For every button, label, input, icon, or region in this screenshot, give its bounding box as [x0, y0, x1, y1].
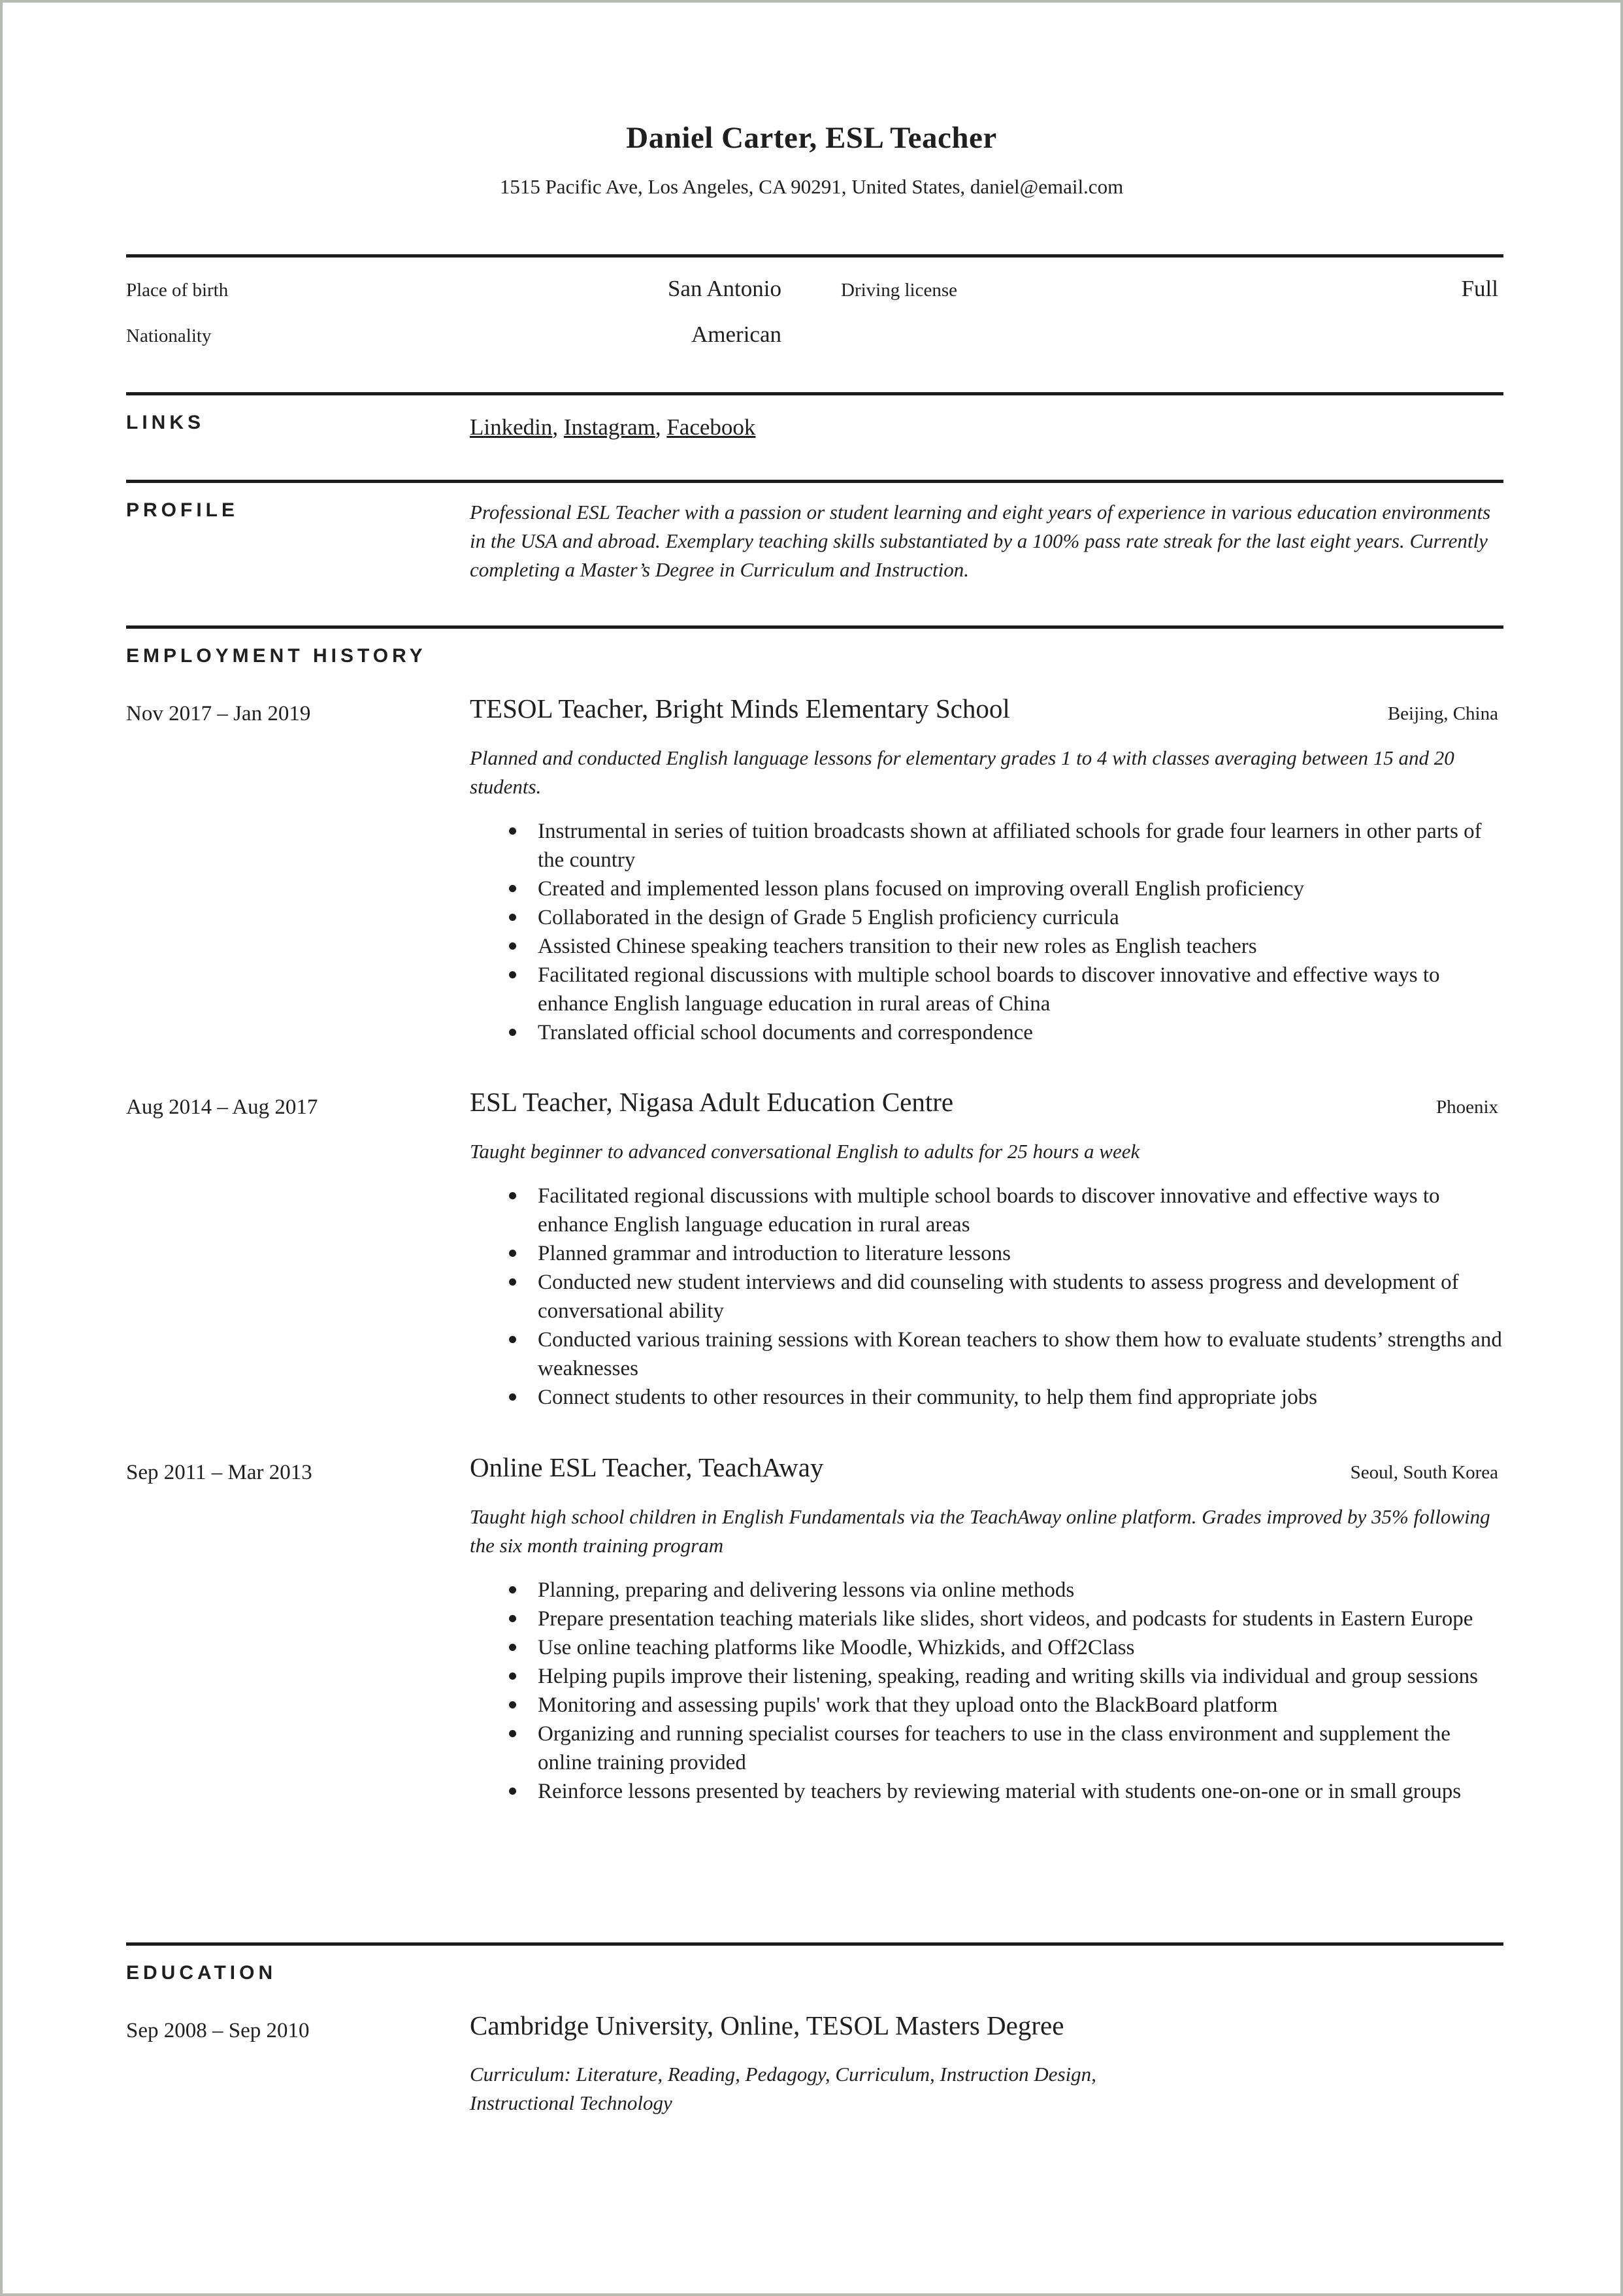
job-bullets: [538, 1576, 1505, 1806]
divider-profile: [126, 480, 1503, 483]
employment-heading: EMPLOYMENT HISTORY: [126, 645, 427, 667]
job-location: Seoul, South Korea: [1350, 1462, 1498, 1483]
resume-header: [3, 120, 1620, 199]
job-summary: Taught high school children in English Fundamentals via the TeachAway online platform. Grades improved by 35% following the six month training program: [470, 1505, 1490, 1557]
profile-text: Professional ESL Teacher with a passion or student learning and eight years of experience in various education environments in the USA and abroad. Exemplary teaching skills substantiated by a 100% pass rate streak for the last eight years. Currently completing a Master’s Degree in Curriculum and Instruction.: [470, 501, 1491, 581]
profile-heading: PROFILE: [126, 499, 239, 521]
list-item: Collaborated in the design of Grade 5 English proficiency curricula: [538, 903, 1505, 932]
divider-links: [126, 392, 1503, 395]
job-summary: Taught beginner to advanced conversational English to adults for 25 hours a week: [470, 1140, 1140, 1163]
links-heading: LINKS: [126, 412, 205, 433]
nationality-value: American: [691, 322, 781, 347]
education-dates: Sep 2008 – Sep 2010: [126, 2019, 310, 2042]
contact-line: 1515 Pacific Ave, Los Angeles, CA 90291, United States, daniel@email.com: [499, 175, 1124, 198]
list-item: Translated official school documents and correspondence: [538, 1018, 1505, 1047]
education-title: Cambridge University, Online, TESOL Masters Degree: [470, 2010, 1064, 2040]
education-heading: EDUCATION: [126, 1962, 277, 1984]
list-item: Planning, preparing and delivering lessons via online methods: [538, 1576, 1505, 1605]
link-instagram[interactable]: Instagram: [563, 414, 655, 440]
link-facebook[interactable]: Facebook: [666, 414, 756, 440]
list-item: Planned grammar and introduction to literature lessons: [538, 1239, 1505, 1268]
job-bullets: [538, 817, 1505, 1047]
place-of-birth-value: San Antonio: [667, 276, 781, 301]
links-list: [470, 414, 755, 441]
list-item: Organizing and running specialist courses for teachers to use in the class environment and supplement the online training provided: [538, 1720, 1505, 1777]
list-item: Monitoring and assessing pupils' work that they upload onto the BlackBoard platform: [538, 1691, 1505, 1720]
job-dates: Nov 2017 – Jan 2019: [126, 702, 311, 725]
link-separator: ,: [655, 414, 667, 440]
job-summary: Planned and conducted English language lessons for elementary grades 1 to 4 with classes averaging between 15 and 20 students.: [470, 746, 1454, 798]
list-item: Conducted new student interviews and did counseling with students to assess progress and development of conversational ability: [538, 1268, 1505, 1325]
list-item: Conducted various training sessions with Korean teachers to show them how to evaluate students’ strengths and weaknesses: [538, 1325, 1505, 1383]
list-item: Use online teaching platforms like Moodle, Whizkids, and Off2Class: [538, 1633, 1505, 1662]
job-title: Online ESL Teacher, TeachAway: [470, 1452, 824, 1482]
list-item: Instrumental in series of tuition broadcasts shown at affiliated schools for grade four learners in other parts of the country: [538, 817, 1505, 874]
job-dates: Aug 2014 – Aug 2017: [126, 1095, 318, 1119]
divider-education: [126, 1942, 1503, 1946]
job-title: ESL Teacher, Nigasa Adult Education Centre: [470, 1087, 954, 1117]
list-item: Reinforce lessons presented by teachers by reviewing material with students one-on-one or in small groups: [538, 1777, 1505, 1806]
list-item: Created and implemented lesson plans focused on improving overall English proficiency: [538, 874, 1505, 903]
place-of-birth-label: Place of birth: [126, 280, 229, 301]
list-item: Assisted Chinese speaking teachers transition to their new roles as English teachers: [538, 932, 1505, 961]
link-separator: ,: [552, 414, 564, 440]
job-bullets: [538, 1182, 1505, 1412]
list-item: Facilitated regional discussions with multiple school boards to discover innovative and effective ways to enhance English language education in rural areas of China: [538, 961, 1505, 1018]
list-item: Helping pupils improve their listening, speaking, reading and writing skills via individual and group sessions: [538, 1662, 1505, 1691]
candidate-name: Daniel Carter, ESL Teacher: [626, 121, 997, 155]
job-location: Beijing, China: [1387, 703, 1498, 724]
link-linkedin[interactable]: Linkedin: [470, 414, 553, 440]
job-title: TESOL Teacher, Bright Minds Elementary School: [470, 693, 1010, 724]
list-item: Connect students to other resources in their community, to help them find appropriate jobs: [538, 1383, 1505, 1412]
divider-employment: [126, 625, 1503, 629]
list-item: Facilitated regional discussions with multiple school boards to discover innovative and effective ways to enhance English language education in rural areas: [538, 1182, 1505, 1239]
nationality-label: Nationality: [126, 325, 212, 346]
driving-license-value: Full: [1461, 276, 1498, 301]
job-dates: Sep 2011 – Mar 2013: [126, 1461, 312, 1484]
divider-details: [126, 254, 1503, 258]
list-item: Prepare presentation teaching materials like slides, short videos, and podcasts for students in Eastern Europe: [538, 1605, 1505, 1633]
job-location: Phoenix: [1435, 1097, 1498, 1118]
education-summary: Curriculum: Literature, Reading, Pedagogy, Curriculum, Instruction Design, Instructional Technology: [470, 2063, 1096, 2114]
driving-license-label: Driving license: [841, 280, 957, 301]
